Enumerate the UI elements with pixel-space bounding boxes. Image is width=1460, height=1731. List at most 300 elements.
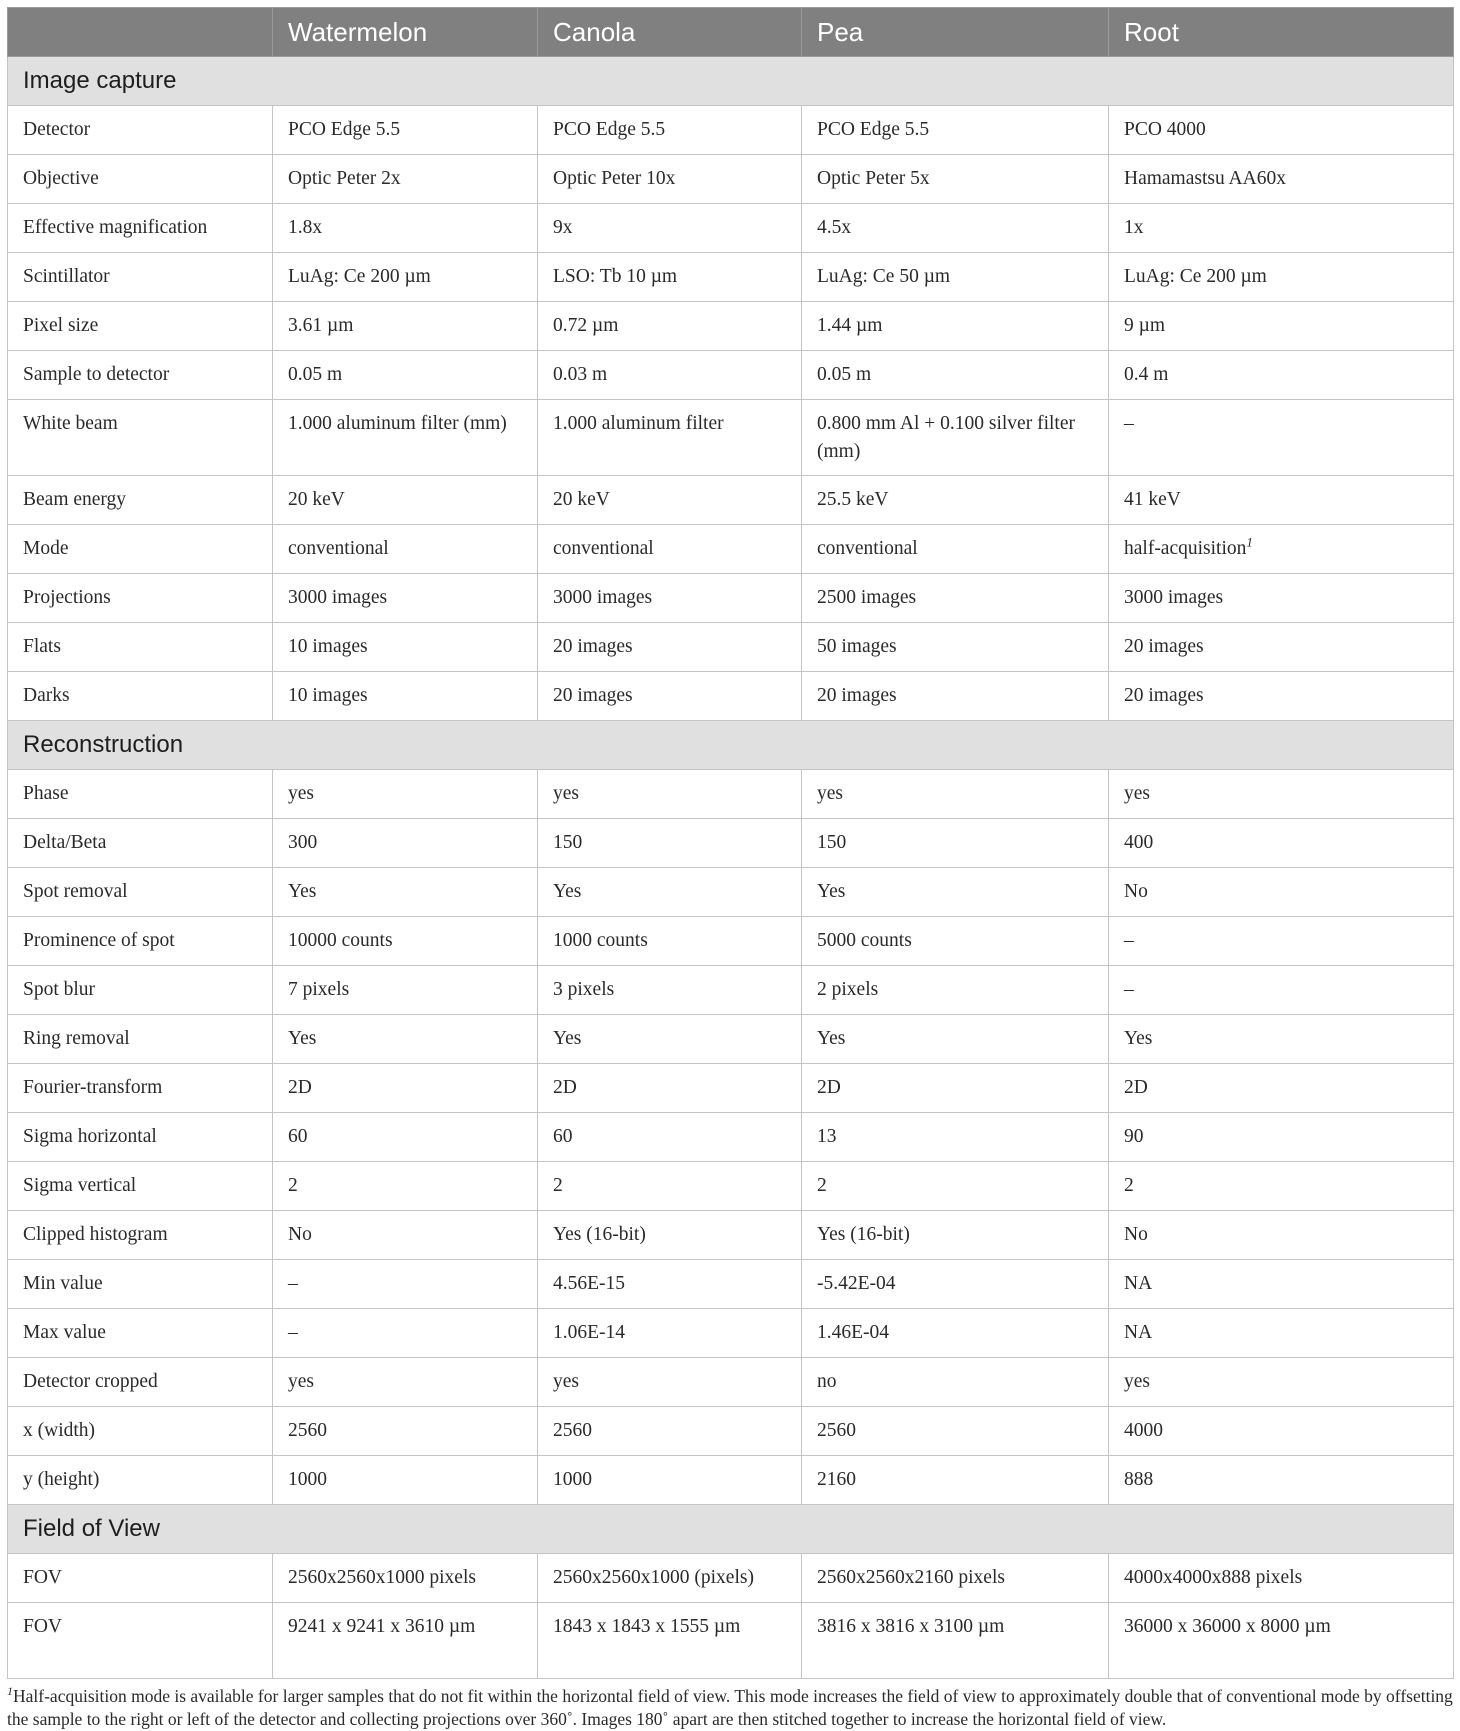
footnote-text: Half-acquisition mode is available for larger samples that do not fit within the horizontal field of view. This mode increases the field of view to approximately double that of conventional mode by offsetting the sample to the right or left of the detector and collecting projections over 360˚. Images 180˚ apart are then stitched together to increase the horizontal field of view. [7, 1686, 1453, 1729]
cell-value: No [1124, 1224, 1148, 1245]
table-cell [273, 819, 538, 868]
section-header-row [8, 57, 1454, 106]
row-label: Spot removal [8, 868, 273, 917]
cell-value: 0.4 m [1124, 364, 1169, 385]
table-row [8, 1162, 1454, 1211]
cell-value: 1000 counts [553, 930, 648, 951]
table-cell [802, 672, 1109, 721]
cell-value: 25.5 keV [817, 489, 889, 510]
row-label: White beam [8, 400, 273, 476]
table-row [8, 868, 1454, 917]
cell-value: 2D [288, 1077, 312, 1098]
cell-value: 1.8x [288, 217, 323, 238]
cell-value: 10000 counts [288, 930, 393, 951]
table-cell [273, 1358, 538, 1407]
footnote-reference: 1 [1246, 534, 1253, 550]
table-row [8, 1211, 1454, 1260]
cell-value: 10 images [288, 636, 368, 657]
cell-value: 1.000 aluminum filter (mm) [288, 413, 507, 434]
cell-value: PCO 4000 [1124, 119, 1206, 140]
row-label: Detector cropped [8, 1358, 273, 1407]
cell-value: Yes [288, 881, 317, 902]
table-cell [1109, 868, 1454, 917]
table-cell [1109, 525, 1454, 574]
table-cell [1109, 770, 1454, 819]
table-cell [1109, 204, 1454, 253]
cell-value: LuAg: Ce 200 µm [1124, 266, 1267, 287]
cell-value: Yes [553, 881, 582, 902]
table-cell [802, 770, 1109, 819]
cell-value: Optic Peter 5x [817, 168, 930, 189]
table-row [8, 155, 1454, 204]
row-label: Beam energy [8, 476, 273, 525]
table-cell [1109, 1358, 1454, 1407]
row-label: Sigma vertical [8, 1162, 273, 1211]
cell-value: NA [1124, 1322, 1153, 1343]
table-row [8, 351, 1454, 400]
cell-value: 0.800 mm Al + 0.100 silver filter (mm) [817, 413, 1075, 462]
table-row [8, 1358, 1454, 1407]
table-row [8, 770, 1454, 819]
cell-value: half-acquisition [1124, 538, 1247, 559]
table-row [8, 1456, 1454, 1505]
cell-value: 90 [1124, 1126, 1144, 1147]
table-cell [802, 917, 1109, 966]
cell-value: 2D [553, 1077, 577, 1098]
cell-value: conventional [817, 538, 918, 559]
table-cell [538, 868, 802, 917]
cell-value: 7 pixels [288, 979, 350, 1000]
table-cell [273, 1162, 538, 1211]
cell-value: LuAg: Ce 50 µm [817, 266, 951, 287]
cell-value: – [288, 1273, 298, 1294]
table-cell [273, 351, 538, 400]
cell-value: yes [1124, 1371, 1150, 1392]
table-cell [802, 525, 1109, 574]
cell-value: yes [288, 783, 314, 804]
cell-value: yes [817, 783, 843, 804]
table-cell [273, 476, 538, 525]
row-label: Scintillator [8, 253, 273, 302]
table-cell [1109, 819, 1454, 868]
cell-value: – [1124, 930, 1134, 951]
table-cell [1109, 1015, 1454, 1064]
table-cell [273, 1113, 538, 1162]
table-cell [802, 1260, 1109, 1309]
section-title: Image capture [8, 57, 1454, 106]
cell-value: 5000 counts [817, 930, 912, 951]
cell-value: Yes (16-bit) [553, 1224, 646, 1245]
table-row [8, 1015, 1454, 1064]
table-cell [538, 476, 802, 525]
cell-value: 0.03 m [553, 364, 608, 385]
cell-value: Yes [553, 1028, 582, 1049]
row-label: Prominence of spot [8, 917, 273, 966]
table-row [8, 1554, 1454, 1603]
table-cell [802, 302, 1109, 351]
cell-value: 1000 [288, 1469, 327, 1490]
table-cell [538, 917, 802, 966]
section-title: Reconstruction [8, 721, 1454, 770]
cell-value: 1x [1124, 217, 1144, 238]
table-row [8, 400, 1454, 476]
table-cell [538, 672, 802, 721]
table-row [8, 1407, 1454, 1456]
table-cell [1109, 1309, 1454, 1358]
row-label: y (height) [8, 1456, 273, 1505]
table-cell [802, 1456, 1109, 1505]
cell-value: 150 [553, 832, 583, 853]
row-label: Darks [8, 672, 273, 721]
row-label: Sigma horizontal [8, 1113, 273, 1162]
cell-value: 2560x2560x1000 (pixels) [553, 1567, 754, 1588]
cell-value: 20 images [817, 685, 897, 706]
table-row [8, 966, 1454, 1015]
table-cell [1109, 917, 1454, 966]
cell-value: 4.56E-15 [553, 1273, 626, 1294]
cell-value: 2 [288, 1175, 298, 1196]
cell-value: 3000 images [553, 587, 653, 608]
cell-value: 60 [288, 1126, 308, 1147]
table-cell [1109, 1064, 1454, 1113]
table-cell [802, 1554, 1109, 1603]
cell-value: 400 [1124, 832, 1154, 853]
row-label: Flats [8, 623, 273, 672]
cell-value: 1.46E-04 [817, 1322, 890, 1343]
table-cell [802, 574, 1109, 623]
table-cell [273, 525, 538, 574]
table-cell [273, 302, 538, 351]
cell-value: 3816 x 3816 x 3100 µm [817, 1616, 1005, 1637]
table-cell [1109, 106, 1454, 155]
table-cell [1109, 1113, 1454, 1162]
table-cell [538, 574, 802, 623]
table-cell [802, 1015, 1109, 1064]
cell-value: Yes [817, 1028, 846, 1049]
table-row [8, 476, 1454, 525]
table-cell [1109, 476, 1454, 525]
cell-value: PCO Edge 5.5 [817, 119, 930, 140]
table-cell [1109, 1554, 1454, 1603]
table-cell [1109, 1603, 1454, 1679]
cell-value: No [288, 1224, 312, 1245]
cell-value: yes [553, 783, 579, 804]
cell-value: conventional [288, 538, 389, 559]
cell-value: Optic Peter 10x [553, 168, 676, 189]
table-cell [802, 868, 1109, 917]
cell-value: -5.42E-04 [817, 1273, 896, 1294]
footnote [7, 1685, 1453, 1731]
cell-value: 2160 [817, 1469, 856, 1490]
table-cell [1109, 1162, 1454, 1211]
table-cell [273, 1260, 538, 1309]
table-cell [273, 966, 538, 1015]
table-cell [273, 1407, 538, 1456]
cell-value: yes [553, 1371, 579, 1392]
table-cell [538, 819, 802, 868]
cell-value: 36000 x 36000 x 8000 µm [1124, 1616, 1331, 1637]
cell-value: 10 images [288, 685, 368, 706]
table-cell [273, 1309, 538, 1358]
cell-value: – [1124, 413, 1134, 434]
table-cell [538, 400, 802, 476]
cell-value: 60 [553, 1126, 573, 1147]
cell-value: 2560x2560x1000 pixels [288, 1567, 476, 1588]
header-cell-label [8, 8, 273, 57]
table-cell [273, 672, 538, 721]
section-title: Field of View [8, 1505, 1454, 1554]
cell-value: 1.44 µm [817, 315, 883, 336]
table-cell [1109, 574, 1454, 623]
table-cell [1109, 1211, 1454, 1260]
table-cell [538, 525, 802, 574]
cell-value: 20 images [553, 685, 633, 706]
table-row [8, 106, 1454, 155]
cell-value: Optic Peter 2x [288, 168, 401, 189]
table-cell [802, 1064, 1109, 1113]
cell-value: 2560 [288, 1420, 327, 1441]
table-cell [1109, 302, 1454, 351]
table-row [8, 253, 1454, 302]
table-row [8, 623, 1454, 672]
cell-value: 13 [817, 1126, 837, 1147]
table-cell [538, 302, 802, 351]
row-label: FOV [8, 1603, 273, 1679]
cell-value: 888 [1124, 1469, 1154, 1490]
row-label: Sample to detector [8, 351, 273, 400]
cell-value: Hamamastsu AA60x [1124, 168, 1286, 189]
table-cell [802, 1603, 1109, 1679]
table-cell [538, 1260, 802, 1309]
table-row [8, 819, 1454, 868]
table-cell [538, 204, 802, 253]
header-cell-canola: Canola [538, 8, 802, 57]
cell-value: 4000 [1124, 1420, 1163, 1441]
cell-value: 2 pixels [817, 979, 879, 1000]
table-cell [538, 155, 802, 204]
table-cell [802, 1407, 1109, 1456]
table-cell [273, 400, 538, 476]
table-cell [1109, 966, 1454, 1015]
cell-value: conventional [553, 538, 654, 559]
parameters-table [7, 7, 1454, 1679]
cell-value: 2D [817, 1077, 841, 1098]
table-row [8, 204, 1454, 253]
cell-value: 9 µm [1124, 315, 1166, 336]
table-cell [538, 1603, 802, 1679]
header-cell-watermelon: Watermelon [273, 8, 538, 57]
table-cell [273, 253, 538, 302]
cell-value: 0.05 m [817, 364, 872, 385]
row-label: Fourier-transform [8, 1064, 273, 1113]
row-label: Max value [8, 1309, 273, 1358]
table-cell [538, 1554, 802, 1603]
table-cell [1109, 1407, 1454, 1456]
table-cell [1109, 351, 1454, 400]
table-cell [273, 1064, 538, 1113]
cell-value: 0.05 m [288, 364, 343, 385]
cell-value: PCO Edge 5.5 [553, 119, 666, 140]
cell-value: 2560x2560x2160 pixels [817, 1567, 1005, 1588]
table-cell [802, 623, 1109, 672]
row-label: FOV [8, 1554, 273, 1603]
row-label: Phase [8, 770, 273, 819]
table-cell [273, 623, 538, 672]
cell-value: 1843 x 1843 x 1555 µm [553, 1616, 741, 1637]
cell-value: 2560 [817, 1420, 856, 1441]
table-cell [538, 1064, 802, 1113]
cell-value: Yes [288, 1028, 317, 1049]
cell-value: – [288, 1322, 298, 1343]
cell-value: PCO Edge 5.5 [288, 119, 401, 140]
cell-value: 3.61 µm [288, 315, 354, 336]
cell-value: 0.72 µm [553, 315, 619, 336]
table-cell [1109, 253, 1454, 302]
table-cell [538, 966, 802, 1015]
table-row [8, 1064, 1454, 1113]
table-cell [802, 1211, 1109, 1260]
cell-value: LuAg: Ce 200 µm [288, 266, 431, 287]
table-cell [273, 155, 538, 204]
cell-value: 20 images [553, 636, 633, 657]
table-cell [802, 966, 1109, 1015]
cell-value: 4000x4000x888 pixels [1124, 1567, 1303, 1588]
cell-value: 1.06E-14 [553, 1322, 626, 1343]
table-cell [1109, 155, 1454, 204]
cell-value: 9241 x 9241 x 3610 µm [288, 1616, 476, 1637]
cell-value: 2D [1124, 1077, 1148, 1098]
row-label: x (width) [8, 1407, 273, 1456]
header-cell-pea: Pea [802, 8, 1109, 57]
table-cell [538, 1358, 802, 1407]
table-container [7, 7, 1453, 1731]
cell-value: Yes [817, 881, 846, 902]
table-cell [538, 1113, 802, 1162]
cell-value: No [1124, 881, 1148, 902]
row-label: Objective [8, 155, 273, 204]
cell-value: – [1124, 979, 1134, 1000]
table-row [8, 525, 1454, 574]
table-cell [802, 1162, 1109, 1211]
cell-value: 3 pixels [553, 979, 615, 1000]
cell-value: 300 [288, 832, 318, 853]
cell-value: 4.5x [817, 217, 852, 238]
table-cell [538, 770, 802, 819]
table-cell [273, 204, 538, 253]
section-header-row [8, 721, 1454, 770]
table-cell [273, 868, 538, 917]
row-label: Pixel size [8, 302, 273, 351]
table-cell [802, 106, 1109, 155]
table-cell [538, 253, 802, 302]
table-cell [802, 155, 1109, 204]
table-row [8, 917, 1454, 966]
cell-value: yes [1124, 783, 1150, 804]
table-cell [1109, 623, 1454, 672]
cell-value: 150 [817, 832, 847, 853]
row-label: Ring removal [8, 1015, 273, 1064]
cell-value: 50 images [817, 636, 897, 657]
table-cell [802, 1113, 1109, 1162]
table-cell [273, 770, 538, 819]
footnote-marker: 1 [7, 1684, 13, 1699]
table-cell [273, 1554, 538, 1603]
table-cell [538, 351, 802, 400]
table-cell [802, 1358, 1109, 1407]
table-cell [1109, 1260, 1454, 1309]
cell-value: NA [1124, 1273, 1153, 1294]
table-cell [273, 1456, 538, 1505]
cell-value: 1000 [553, 1469, 592, 1490]
table-cell [273, 1015, 538, 1064]
row-label: Mode [8, 525, 273, 574]
row-label: Clipped histogram [8, 1211, 273, 1260]
table-cell [273, 106, 538, 155]
table-row [8, 1260, 1454, 1309]
cell-value: Yes [1124, 1028, 1153, 1049]
cell-value: 2 [553, 1175, 563, 1196]
table-row [8, 672, 1454, 721]
header-cell-root: Root [1109, 8, 1454, 57]
table-row [8, 574, 1454, 623]
cell-value: 2 [817, 1175, 827, 1196]
cell-value: 20 keV [288, 489, 345, 510]
table-cell [802, 400, 1109, 476]
section-header-row [8, 1505, 1454, 1554]
cell-value: Yes (16-bit) [817, 1224, 910, 1245]
cell-value: 2560 [553, 1420, 592, 1441]
table-cell [802, 1309, 1109, 1358]
table-cell [1109, 400, 1454, 476]
table-cell [1109, 1456, 1454, 1505]
cell-value: 2 [1124, 1175, 1134, 1196]
row-label: Effective magnification [8, 204, 273, 253]
table-cell [538, 623, 802, 672]
table-cell [273, 917, 538, 966]
table-row [8, 1113, 1454, 1162]
table-cell [1109, 672, 1454, 721]
table-row [8, 302, 1454, 351]
cell-value: no [817, 1371, 837, 1392]
table-cell [538, 1407, 802, 1456]
table-cell [538, 1015, 802, 1064]
cell-value: 20 images [1124, 685, 1204, 706]
table-cell [538, 1309, 802, 1358]
table-cell [538, 106, 802, 155]
table-cell [802, 476, 1109, 525]
cell-value: 2500 images [817, 587, 917, 608]
table-row [8, 1309, 1454, 1358]
table-cell [538, 1162, 802, 1211]
row-label: Spot blur [8, 966, 273, 1015]
cell-value: 41 keV [1124, 489, 1181, 510]
table-cell [273, 1211, 538, 1260]
row-label: Delta/Beta [8, 819, 273, 868]
cell-value: 20 keV [553, 489, 610, 510]
cell-value: 9x [553, 217, 573, 238]
table-row [8, 1603, 1454, 1679]
header-row [8, 8, 1454, 57]
cell-value: 3000 images [288, 587, 388, 608]
row-label: Min value [8, 1260, 273, 1309]
cell-value: 1.000 aluminum filter [553, 413, 724, 434]
table-cell [802, 819, 1109, 868]
table-cell [802, 351, 1109, 400]
cell-value: yes [288, 1371, 314, 1392]
table-cell [538, 1211, 802, 1260]
cell-value: LSO: Tb 10 µm [553, 266, 678, 287]
row-label: Detector [8, 106, 273, 155]
